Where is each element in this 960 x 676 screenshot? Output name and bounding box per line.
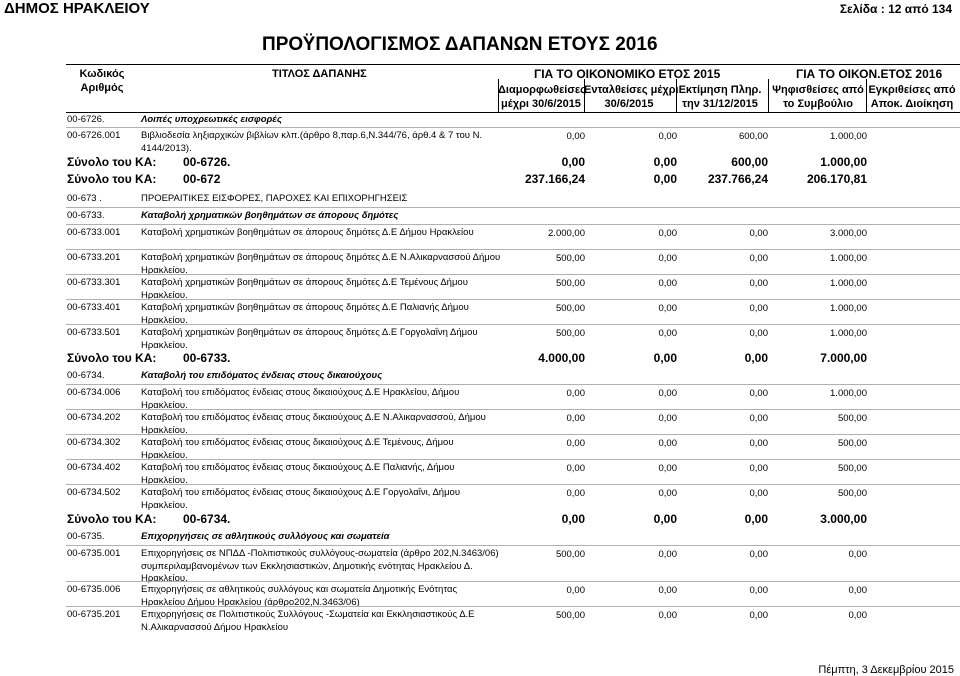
total-label: Σύνολο του ΚΑ: (67, 155, 157, 169)
row-value: 0,00 (749, 253, 768, 264)
row-value: 1.000,00 (830, 253, 867, 264)
row-value: 500,00 (837, 438, 867, 449)
row-divider (66, 384, 960, 385)
total-label: Σύνολο του ΚΑ: (67, 351, 157, 365)
row-description: Καταβολή του επιδόματος ένδειας στους δικαιούχους Δ.Ε Ν.Αλικαρνασσού, Δήμου Ηρακλείου. (141, 412, 486, 436)
row-code: 00-6733.201 (67, 252, 121, 263)
row-value: 0,00 (566, 463, 585, 474)
row-code: 00-6726.001 (67, 130, 121, 141)
total-label: Σύνολο του ΚΑ: (67, 172, 157, 186)
total-value: 0,00 (561, 512, 585, 526)
organization-name: ΔΗΜΟΣ ΗΡΑΚΛΕΙΟΥ (4, 0, 150, 17)
row-value: 0,00 (658, 303, 677, 314)
col-code-header-line2: Αριθμός (80, 82, 124, 94)
total-label: Σύνολο του ΚΑ: (67, 512, 157, 526)
row-value: 0,00 (658, 388, 677, 399)
row-divider (66, 224, 960, 225)
total-value: 237.166,24 (524, 172, 585, 186)
row-code: 00-6726. (67, 114, 105, 125)
col-approved-header-line2: Αποκ. Διοίκηση (870, 98, 954, 110)
total-code: 00-6733. (183, 351, 231, 365)
row-description: Καταβολή χρηματικών βοηθημάτων σε άπορους δημότες Δ.Ε Δήμου Ηρακλείου (141, 227, 474, 238)
row-divider (66, 459, 960, 460)
row-code: 00-6735.006 (67, 584, 121, 595)
row-value: 0,00 (658, 463, 677, 474)
row-value: 500,00 (555, 278, 585, 289)
total-value: 600,00 (731, 155, 768, 169)
total-value: 4.000,00 (538, 351, 585, 365)
row-divider (66, 606, 960, 607)
row-value: 0,00 (658, 228, 677, 239)
row-value: 1.000,00 (830, 328, 867, 339)
row-code: 00-6735.001 (67, 548, 121, 559)
row-code: 00-673 . (67, 193, 102, 204)
row-value: 600,00 (738, 131, 768, 142)
row-value: 0,00 (566, 488, 585, 499)
row-value: 0,00 (749, 488, 768, 499)
row-code: 00-6734.302 (67, 437, 121, 448)
row-code: 00-6734.006 (67, 387, 121, 398)
row-description: Επιχορηγήσεις σε αθλητικούς συλλόγους και σωματεία Δημοτικής Ενότητας Ηρακλείου Δήμου Ηρακλείου (άρθρο202,Ν.3463/06) (141, 584, 458, 608)
row-description: ΠΡΟΕΡΑΙΤΙΚΕΣ ΕΙΣΦΟΡΕΣ, ΠΑΡΟΧΕΣ ΚΑΙ ΕΠΙΧΟΡΗΓΗΣΕΙΣ (141, 193, 408, 204)
total-code: 00-672 (183, 172, 221, 186)
total-value: 0,00 (653, 512, 677, 526)
row-divider (66, 434, 960, 435)
row-divider (66, 274, 960, 275)
row-description: Επιχορηγήσεις σε ΝΠΔΔ -Πολιτιστικούς συλλόγους-σωματεία (άρθρο 202,Ν.3463/06) συμπεριλαμβανομένων των Εκκλησιαστικών, Δημοτικής ενότητας Ηρακλείου Δ. Ηρακλείου. (141, 548, 499, 584)
row-value: 0,00 (566, 438, 585, 449)
row-code: 00-6735.201 (67, 609, 121, 620)
header-divider (866, 79, 867, 112)
row-value: 0,00 (566, 413, 585, 424)
total-value: 206.170,81 (806, 172, 867, 186)
row-value: 0,00 (658, 278, 677, 289)
col-budget-header (498, 83, 584, 111)
row-value: 0,00 (749, 278, 768, 289)
col-voted-header-line1: Ψηφισθείσες από (772, 84, 864, 96)
row-value: 0,00 (566, 388, 585, 399)
row-divider (66, 127, 960, 128)
row-code: 00-6734.402 (67, 462, 121, 473)
row-value: 3.000,00 (830, 228, 867, 239)
total-value: 3.000,00 (820, 512, 867, 526)
total-code: 00-6734. (183, 512, 231, 526)
col-paid-header (584, 83, 679, 111)
row-value: 0,00 (749, 549, 768, 560)
row-value: 0,00 (848, 549, 867, 560)
section-title: Λοιπές υποχρεωτικές εισφορές (141, 114, 282, 125)
row-code: 00-6734.502 (67, 487, 121, 498)
row-value: 0,00 (848, 610, 867, 621)
col-code-header-line1: Κωδικός (79, 68, 125, 80)
row-value: 2.000,00 (548, 228, 585, 239)
row-code: 00-6734. (67, 370, 105, 381)
total-value: 0,00 (653, 351, 677, 365)
total-value: 0,00 (653, 155, 677, 169)
row-code: 00-6733.001 (67, 227, 121, 238)
row-divider (66, 324, 960, 325)
row-description: Επιχορηγήσεις σε Πολιτιστικούς Συλλόγους -Σωματεία και Εκκλησιαστικούς Δ.Ε Ν.Αλικαρνασσού Δήμου Ηρακλείου (141, 609, 475, 633)
group-2016-header: ΓΙΑ ΤΟ ΟΙΚΟΝ.ΕΤΟΣ 2016 (796, 67, 943, 81)
row-value: 1.000,00 (830, 303, 867, 314)
row-value: 0,00 (749, 610, 768, 621)
row-code: 00-6735. (67, 531, 105, 542)
col-approved-header-line1: Εγκριθείσες από (868, 84, 956, 96)
row-value: 0,00 (848, 585, 867, 596)
row-value: 0,00 (749, 303, 768, 314)
header-divider (498, 79, 499, 112)
header-bottom-rule (66, 112, 960, 113)
section-title: Καταβολή χρηματικών βοηθημάτων σε άπορους δημότες (141, 210, 399, 221)
row-value: 1.000,00 (830, 131, 867, 142)
row-value: 0,00 (566, 131, 585, 142)
row-divider (66, 409, 960, 410)
row-divider (66, 581, 960, 582)
row-value: 500,00 (837, 463, 867, 474)
col-voted-header (770, 83, 866, 111)
header-divider (768, 79, 769, 112)
row-value: 500,00 (555, 328, 585, 339)
total-value: 0,00 (653, 172, 677, 186)
row-description: Καταβολή χρηματικών βοηθημάτων σε άπορους δημότες Δ.Ε Ν.Αλικαρνασσού Δήμου Ηρακλείου. (141, 252, 501, 276)
total-value: 237.766,24 (707, 172, 768, 186)
row-value: 0,00 (658, 438, 677, 449)
row-value: 0,00 (658, 413, 677, 424)
row-code: 00-6733.401 (67, 302, 121, 313)
total-value: 0,00 (744, 512, 768, 526)
col-budget-header-line1: Διαμορφωθείσες (498, 84, 586, 96)
col-estimate-header-line2: την 31/12/2015 (682, 98, 758, 110)
row-value: 0,00 (749, 463, 768, 474)
row-description: Καταβολή του επιδόματος ένδειας στους δικαιούχους Δ.Ε Τεμένους, Δήμου Ηρακλείου. (141, 437, 454, 461)
col-title-header: ΤΙΤΛΟΣ ΔΑΠΑΝΗΣ (272, 68, 367, 80)
col-approved-header (866, 83, 958, 111)
row-value: 0,00 (658, 328, 677, 339)
row-code: 00-6733.301 (67, 277, 121, 288)
row-divider (66, 545, 960, 546)
row-value: 500,00 (555, 610, 585, 621)
header-divider (584, 79, 585, 112)
row-value: 500,00 (555, 303, 585, 314)
row-value: 0,00 (658, 488, 677, 499)
section-title: Επιχορηγήσεις σε αθλητικούς συλλόγους και σωματεία (141, 531, 390, 542)
row-divider (66, 299, 960, 300)
total-code: 00-6726. (183, 155, 231, 169)
row-value: 500,00 (555, 549, 585, 560)
col-estimate-header (676, 83, 764, 111)
row-value: 1.000,00 (830, 278, 867, 289)
row-value: 0,00 (658, 253, 677, 264)
header-top-rule (66, 64, 960, 65)
row-value: 0,00 (658, 131, 677, 142)
row-description: Καταβολή χρηματικών βοηθημάτων σε άπορους δημότες Δ.Ε Παλιανής Δήμου Ηρακλείου. (141, 302, 469, 326)
row-value: 0,00 (658, 549, 677, 560)
total-value: 0,00 (561, 155, 585, 169)
row-value: 0,00 (749, 585, 768, 596)
document-title: ΠΡΟΫΠΟΛΟΓΙΣΜΟΣ ΔΑΠΑΝΩΝ ΕΤΟΥΣ 2016 (262, 34, 658, 55)
row-value: 500,00 (555, 253, 585, 264)
row-value: 0,00 (749, 228, 768, 239)
group-2015-header: ΓΙΑ ΤΟ ΟΙΚΟΝΟΜΙΚΟ ΕΤΟΣ 2015 (534, 67, 721, 81)
page-number: Σελίδα : 12 από 134 (839, 2, 952, 16)
row-value: 0,00 (749, 388, 768, 399)
row-description: Καταβολή του επιδόματος ένδειας στους δικαιούχους Δ.Ε Παλιανής, Δήμου Ηρακλείου. (141, 462, 455, 486)
row-value: 0,00 (749, 438, 768, 449)
col-paid-header-line2: 30/6/2015 (604, 98, 654, 110)
footer-date: Πέμπτη, 3 Δεκεμβρίου 2015 (818, 664, 954, 676)
col-voted-header-line2: το Συμβούλιο (783, 98, 853, 110)
total-value: 1.000,00 (820, 155, 867, 169)
total-value: 7.000,00 (820, 351, 867, 365)
row-code: 00-6734.202 (67, 412, 121, 423)
row-value: 0,00 (658, 585, 677, 596)
row-value: 0,00 (658, 610, 677, 621)
row-value: 500,00 (837, 413, 867, 424)
row-code: 00-6733.501 (67, 327, 121, 338)
col-paid-header-line1: Ενταλθείσες μέχρι (584, 84, 679, 96)
col-estimate-header-line1: Εκτίμηση Πληρ. (678, 84, 762, 96)
header-divider (676, 79, 677, 112)
total-value: 0,00 (744, 351, 768, 365)
row-value: 0,00 (749, 328, 768, 339)
row-divider (66, 249, 960, 250)
row-description: Καταβολή χρηματικών βοηθημάτων σε άπορους δημότες Δ.Ε Τεμένους Δήμου Ηρακλείου. (141, 277, 468, 301)
row-value: 1.000,00 (830, 388, 867, 399)
col-code-header (72, 67, 132, 95)
row-description: Βιβλιοδεσία ληξιαρχικών βιβλίων κλπ.(άρθρο 8,παρ.6,Ν.344/76, άρθ.4 & 7 του Ν. 4144/2013). (141, 130, 483, 154)
row-divider (66, 207, 960, 208)
row-value: 0,00 (749, 413, 768, 424)
col-budget-header-line2: μέχρι 30/6/2015 (501, 98, 581, 110)
row-code: 00-6733. (67, 210, 105, 221)
row-description: Καταβολή του επιδόματος ένδειας στους δικαιούχους Δ.Ε Ηρακλείου, Δήμου Ηρακλείου. (141, 387, 460, 411)
row-value: 500,00 (837, 488, 867, 499)
row-value: 0,00 (566, 585, 585, 596)
row-description: Καταβολή του επιδόματος ένδειας στους δικαιούχους Δ.Ε Γοργολαΐνι, Δήμου Ηρακλείου. (141, 487, 461, 511)
row-description: Καταβολή χρηματικών βοηθημάτων σε άπορους δημότες Δ.Ε Γοργολαΐνη Δήμου Ηρακλείου. (141, 327, 478, 351)
section-title: Καταβολή του επιδόματος ένδειας στους δικαιούχους (141, 370, 383, 381)
row-divider (66, 484, 960, 485)
